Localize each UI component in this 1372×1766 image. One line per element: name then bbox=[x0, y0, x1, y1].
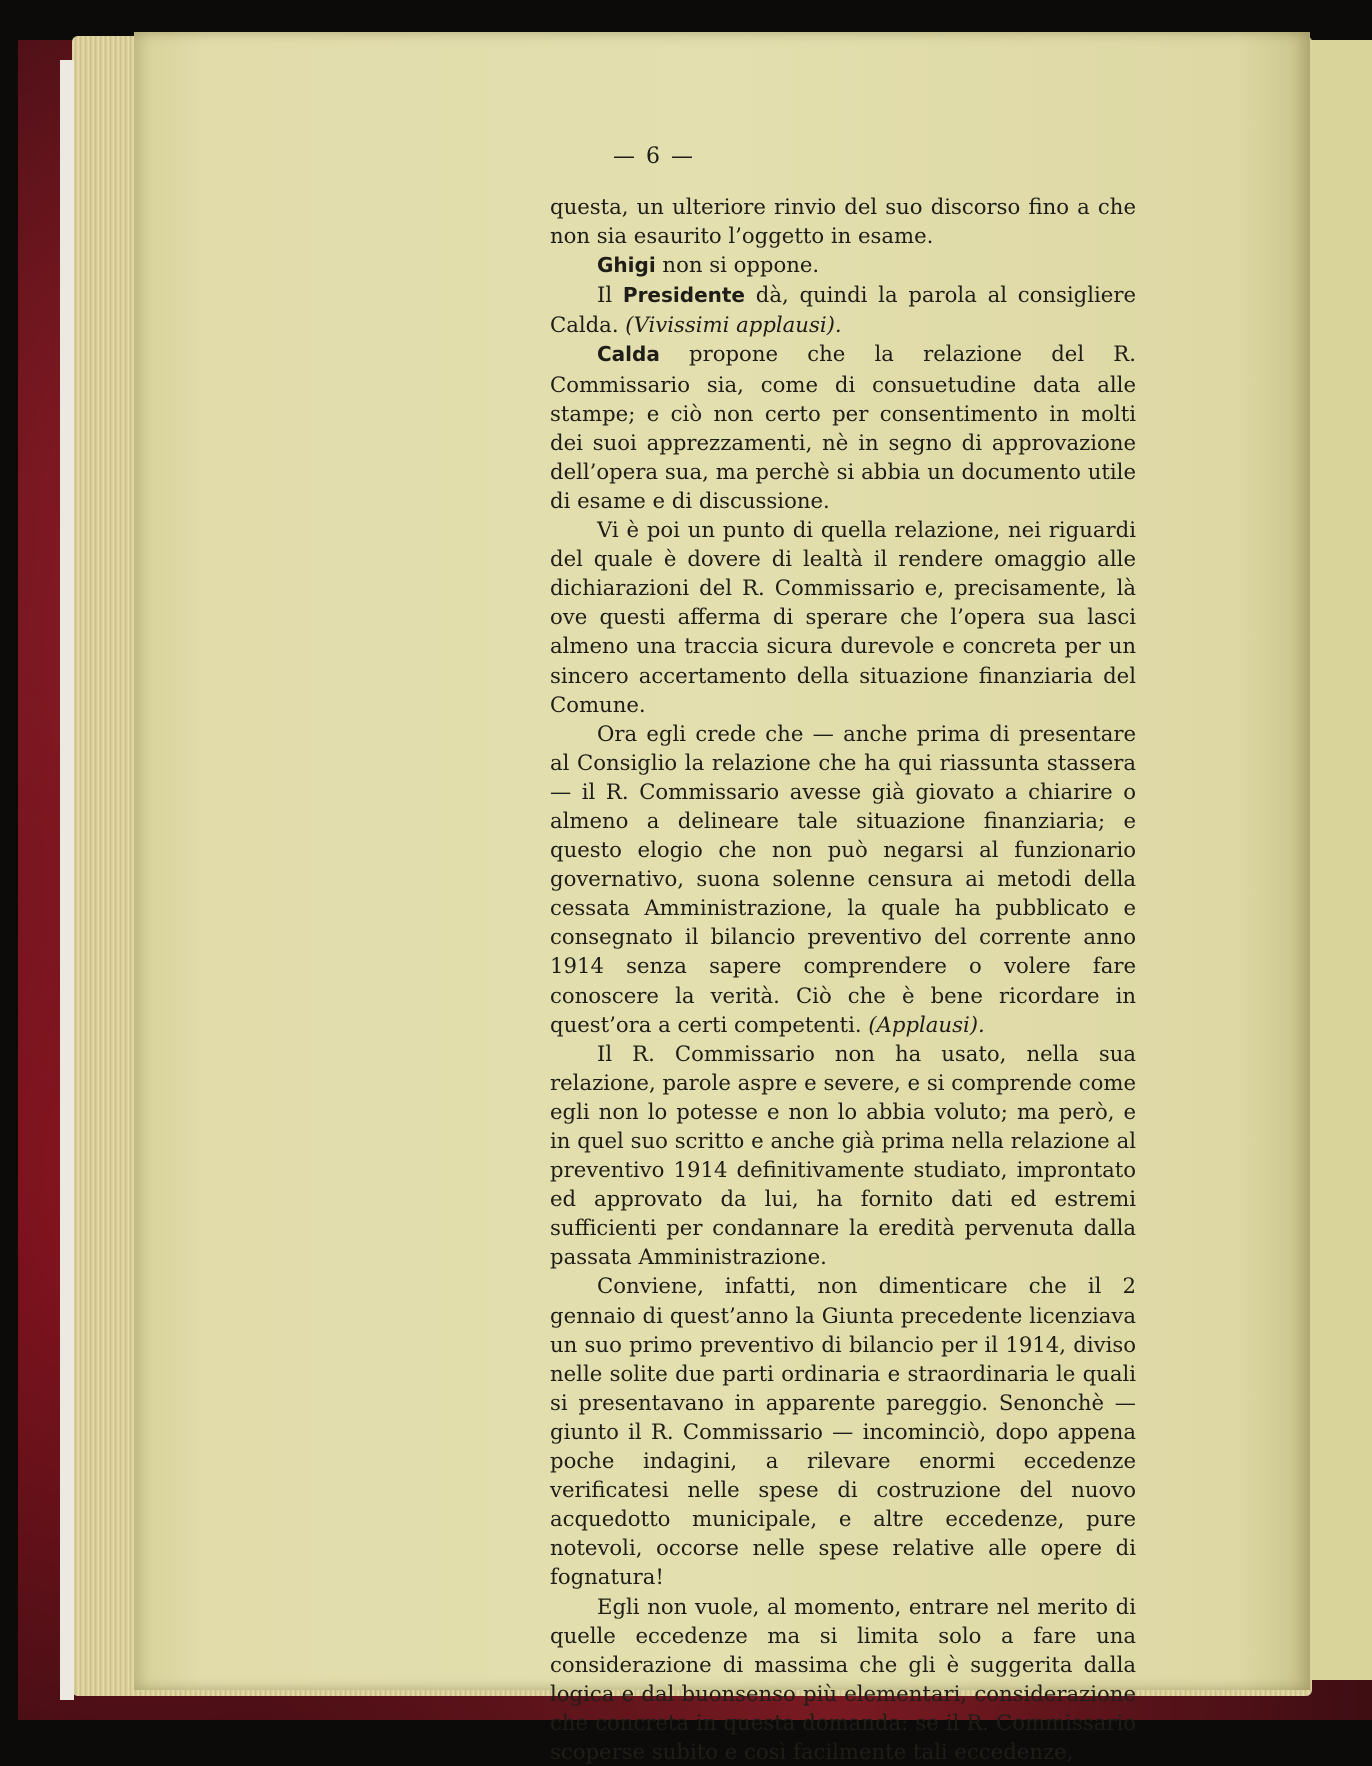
paragraph-text: Ora egli crede che — anche prima di presentare al Consiglio la relazione che ha qui riassunta stassera — il R. Commissario avesse già giovato a chiarire o almeno a delineare tale situazione finanziaria; e questo elogio che non può negarsi al funzionario governativo, suona solenne censura ai metodi della cessata Amministrazione, la quale ha pubblicato e consegnato il bilancio preventivo del corrente anno 1914 senza sapere comprendere o volere fare conoscere la verità. Ciò che è bene ricordare in quest’ora a certi competenti. bbox=[550, 721, 1136, 1037]
paragraph bbox=[550, 1592, 1136, 1766]
body-text bbox=[550, 192, 1136, 1766]
paragraph-text: Conviene, infatti, non dimenticare che il 2 gennaio di quest’anno la Giunta precedente licenziava un suo primo preventivo di bilancio per il 1914, diviso nelle solite due parti ordinaria e straordinaria le quali si presentavano in apparente pareggio. Senonchè — giunto il R. Commissario — incominciò, dopo appena poche indagini, a rilevare enormi eccedenze verificatesi nelle spese di costruzione del nuovo acquedotto municipale, e altre eccedenze, pure notevoli, occorse nelle spese relative alle opere di fognatura! bbox=[550, 1273, 1136, 1589]
paragraph-text: non si oppone. bbox=[656, 252, 819, 277]
paragraph bbox=[550, 515, 1136, 719]
paragraph bbox=[550, 1271, 1136, 1591]
paragraph-text: questa, un ulteriore rinvio del suo discorso fino a che non sia esaurito l’oggetto in esame. bbox=[550, 194, 1136, 248]
paragraph-text: Egli non vuole, al momento, entrare nel merito di quelle eccedenze ma si limita solo a fare una considerazione di massima che gli è suggerita dalla logica e dal buonsenso più elementari, considerazione che concreta in questa domanda: se il R. Commissario scoperse subito e così facilmente tali eccedenze, bbox=[550, 1594, 1136, 1764]
paragraph bbox=[550, 250, 1136, 280]
paragraph-text: dà, quindi la parola al consigliere Calda. bbox=[550, 282, 1136, 337]
paragraph bbox=[550, 280, 1136, 339]
speaker-name: Ghigi bbox=[597, 253, 656, 277]
stage-direction: (Vivissimi applausi). bbox=[625, 312, 841, 337]
paragraph-text: Vi è poi un punto di quella relazione, nei riguardi del quale è dovere di lealtà il rendere omaggio alle dichiarazioni del R. Commissario e, precisamente, là ove questi afferma di sperare che l’opera sua lasci almeno una traccia sicura durevole e concreta per un sincero accertamento della situazione finanziaria del Comune. bbox=[550, 517, 1136, 717]
speaker-name: Presidente bbox=[623, 283, 745, 307]
paragraph bbox=[550, 192, 1136, 250]
paragraph-text: Il bbox=[597, 282, 623, 307]
paragraph bbox=[550, 1039, 1136, 1272]
paragraph-text: Il R. Commissario non ha usato, nella sua relazione, parole aspre e severe, e si comprende come egli non lo potesse e non lo abbia voluto; ma però, e in quel suo scritto e anche già prima nella relazione al preventivo 1914 definitivamente studiato, improntato ed approvato da lui, ha fornito dati ed estremi sufficienti per condannare la eredità pervenuta dalla passata Amministrazione. bbox=[550, 1041, 1136, 1270]
endpaper-strip bbox=[60, 60, 74, 1700]
stage-direction: (Applausi). bbox=[868, 1012, 984, 1037]
paragraph-text: propone che la relazione del R. Commissario sia, come di consuetudine data alle stampe; e ciò non certo per consentimento in molti dei suoi apprezzamenti, nè in segno di approvazione dell’opera sua, ma perchè si abbia un documento utile di esame e di discussione. bbox=[550, 341, 1136, 512]
paragraph bbox=[550, 719, 1136, 1039]
facing-page-edge bbox=[1300, 40, 1372, 1680]
book-page bbox=[134, 32, 1310, 1690]
speaker-name: Calda bbox=[597, 342, 660, 366]
paragraph bbox=[550, 339, 1136, 515]
page-number: — 6 — bbox=[134, 144, 1174, 169]
